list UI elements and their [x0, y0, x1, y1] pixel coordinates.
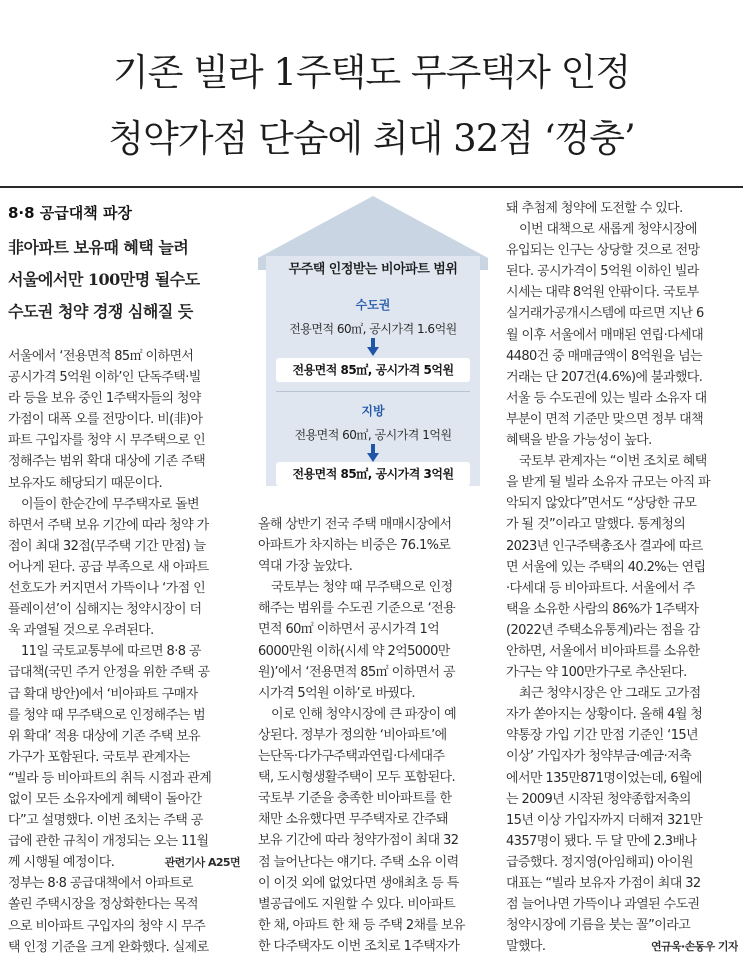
- article-line: 시세는 대략 8억원 안팎이다. 국토부: [506, 285, 699, 301]
- article-line: “빌라 등 비아파트의 취득 시점과 관계: [8, 770, 212, 786]
- article-line: 국토부는 청약 때 무주택으로 인정: [271, 580, 453, 596]
- subhead-1: 非아파트 보유때 혜택 늘려: [8, 238, 189, 257]
- article-line: 급에 관한 규칙이 개정되는 오는 11월: [8, 834, 209, 850]
- article-line: 자가 쏟아지는 상황이다. 올해 4월 청: [506, 707, 703, 723]
- region-metro-label: 수도권: [355, 298, 391, 312]
- article-line: 청약시장에 기름을 붓는 꼴”이라고: [506, 918, 691, 934]
- related-article-note: 관련기사 A25면: [164, 856, 240, 870]
- article-line: 해주는 범위를 수도권 기준으로 ‘전용: [258, 601, 456, 617]
- article-line: 시가격 5억원 이하’로 바꿨다.: [258, 685, 415, 701]
- article-line: 는 2009년 시작된 청약종합저축의: [506, 791, 691, 807]
- article-line: 급 확대 방안)에서 ‘비아파트 구매자: [8, 686, 198, 702]
- headline-line2: 청약가점 단숨에 최대 32점 ‘껑충’: [108, 117, 635, 160]
- article-line: 플레이션’이 심해지는 청약시장이 더: [8, 602, 202, 618]
- article-line: 보유 기간에 따라 청약가점이 최대 32: [258, 833, 459, 849]
- article-line: 을 받게 될 빌라 소유자 규모는 아직 파: [506, 475, 711, 491]
- article-line: 욱 과열될 것으로 우려된다.: [8, 623, 154, 639]
- article-line: 부분이 면적 기준만 맞으면 정부 대책: [506, 411, 704, 427]
- article-line: 원)’에서 ‘전용면적 85㎡ 이하면서 공: [258, 664, 455, 680]
- article-line: 이상’ 가입자가 청약부금·예금·저축: [506, 749, 692, 765]
- article-line: 실거래가공개시스템에 따르면 지난 6: [506, 306, 704, 322]
- arrow-down-icon: [367, 444, 379, 462]
- article-line: 유입되는 인구는 상당할 것으로 전망: [506, 243, 700, 259]
- article-line: 한 채, 아파트 한 채 등 주택 2채를 보유: [258, 917, 465, 933]
- article-line: 다”고 설명했다. 이번 조치는 주택 공: [8, 813, 203, 829]
- article-line: 된다. 공시가격이 5억원 이하인 빌라: [506, 264, 699, 280]
- headline-rule: [0, 186, 743, 188]
- article-line: 택을 소유한 사람의 86%가 1주택자: [506, 601, 699, 617]
- article-line: 급대책(국민 주거 안정을 위한 주택 공: [8, 665, 210, 681]
- article-line: 점 늘어나면 가뜩이나 과열된 수도권: [506, 897, 700, 913]
- subhead-3: 수도권 청약 경쟁 심해질 듯: [8, 302, 193, 321]
- article-line: 에서만 135만871명이었는데, 6월에: [506, 770, 702, 786]
- article-line: 월 이후 서울에서 매매된 연립·다세대: [506, 327, 704, 343]
- article-line: 15년 이상 가입자까지 더해져 321만: [506, 812, 702, 828]
- article-line: 돼 추첨제 청약에 도전할 수 있다.: [506, 201, 683, 216]
- article-line: 없이 모든 소유자에게 혜택이 돌아간: [8, 791, 202, 807]
- article-line: 면적 60㎡ 이하면서 공시가격 1억: [258, 622, 440, 638]
- article-line: 이들이 한순간에 무주택자로 돌변: [21, 496, 200, 512]
- article-line: 채만 소유했다면 무주택자로 간주돼: [258, 812, 448, 828]
- kicker: 8·8 공급대책 파장: [8, 204, 132, 222]
- article-line: 공시가격 5억원 이하’인 단독주택·빌: [8, 370, 201, 386]
- article-line: 최근 청약시장은 안 그래도 고가점: [519, 686, 701, 702]
- article-line: 이로 인해 청약시장에 큰 파장이 예: [271, 706, 457, 722]
- article-line: 악되지 않았다”면서도 “상당한 규모: [506, 496, 697, 512]
- article-line: 으로 비아파트 구입자의 청약 시 무주: [8, 918, 206, 934]
- article-line: 선호도가 커지면서 가뜩이나 ‘가점 인: [8, 581, 206, 597]
- article-line: 혜택을 받을 가능성이 높다.: [506, 433, 652, 449]
- article-line: 택 인정 기준을 크게 완화했다. 실제로: [8, 939, 209, 955]
- region-local-before: 전용면적 60㎡, 공시가격 1억원: [294, 428, 452, 442]
- article-line: 한 다주택자도 이번 조치로 1주택자가: [258, 938, 460, 954]
- article-line: 2023년 인구주택총조사 결과에 따르: [506, 538, 703, 554]
- article-line-with-byline: [506, 936, 738, 957]
- article-line: 약통장 가입 기간 만점 기준인 ‘15년: [506, 728, 698, 744]
- article-line: 4480건 중 매매금액이 8억원을 넘는: [506, 348, 702, 364]
- article-column-2: [258, 514, 490, 957]
- article-line: 국토부 기준을 충족한 비아파트를 한: [258, 791, 452, 807]
- article-line: 거래는 단 207건(4.6%)에 불과했다.: [506, 369, 703, 385]
- article-line: 4357명이 됐다. 두 달 만에 2.3배나: [506, 833, 697, 849]
- article-line: 이번 대책으로 새롭게 청약시장에: [519, 222, 698, 238]
- infobox-divider: [276, 391, 470, 392]
- article-line: 정부는 8·8 공급대책에서 아파트로: [8, 876, 193, 892]
- article-line: 가 될 것”이라고 말했다. 통계청의: [506, 517, 686, 533]
- article-line: (2022년 주택소유통계)라는 점을 감: [506, 622, 700, 638]
- article-line: 택, 도시형생활주택이 모두 포함된다.: [258, 770, 456, 786]
- article-line: 보유자도 해당되기 때문이다.: [8, 475, 163, 491]
- article-line: 는단독·다가구주택과연립·다세대주: [258, 749, 445, 765]
- article-line: 정해주는 범위 확대 대상에 기존 주택: [8, 454, 206, 470]
- article-line: 를 청약 때 무주택으로 인정해주는 범: [8, 707, 206, 723]
- arrow-down-icon: [367, 338, 379, 356]
- article-line: 점이 최대 32점(무주택 기간 만점) 늘: [8, 538, 206, 554]
- article-line: 역대 가장 높았다.: [258, 559, 353, 575]
- article-line: 대표는 “빌라 보유자 가점이 최대 32: [506, 876, 701, 891]
- article-line-with-related-note: [8, 852, 240, 873]
- article-column-3: [506, 198, 738, 957]
- article-line: 상된다. 정부가 정의한 ‘비아파트’에: [258, 727, 447, 743]
- article-column-1: [8, 346, 240, 958]
- article-line: 가구가 포함된다. 국토부 관계자는: [8, 749, 190, 765]
- article-line: 서울 등 수도권에 있는 빌라 소유자 대: [506, 390, 707, 406]
- article-line: 가구는 약 100만가구로 추산된다.: [506, 665, 687, 681]
- article-line: 6000만원 이하(시세 약 2억5000만: [258, 643, 450, 659]
- article-line: 별공급에도 지원할 수 있다. 비아파트: [258, 896, 456, 912]
- article-line: 하면서 주택 보유 기간에 따라 청약 가: [8, 517, 209, 533]
- article-line: 말했다.: [506, 939, 546, 955]
- article-line: 국토부 관계자는 “이번 조치로 혜택: [519, 454, 707, 470]
- article-line: 쏠린 주택시장을 정상화한다는 목적: [8, 897, 198, 913]
- article-line: 라 등을 보유 중인 1주택자들의 청약: [8, 391, 201, 407]
- article-line: 이 이것 외에 없었다면 생애최초 등 특: [258, 875, 459, 891]
- article-line: 11일 국토교통부에 따르면 8·8 공: [21, 644, 201, 660]
- article-line: 께 시행될 예정이다.: [8, 855, 115, 871]
- article-line: 점 늘어난다는 얘기다. 주택 소유 이력: [258, 854, 459, 870]
- article-line: 급증했다. 정지영(아임해피) 아이원: [506, 854, 693, 870]
- byline: 연규욱·손동우 기자: [650, 940, 738, 954]
- article-line: 가점이 대폭 오를 전망이다. 비(非)아: [8, 412, 203, 428]
- article-line: 아파트가 차지하는 비중은 76.1%로: [258, 538, 451, 554]
- headline-line1: 기존 빌라 1주택도 무주택자 인정: [112, 51, 631, 94]
- article-line: 면 서울에 있는 주택의 40.2%는 연립: [506, 559, 706, 575]
- article-line: 위 확대’ 적용 대상에 기존 주택 보유: [8, 728, 201, 744]
- region-local-after: 전용면적 85㎡, 공시가격 3억원: [276, 462, 470, 486]
- infobox-title: 무주택 인정받는 비아파트 범위: [288, 262, 458, 277]
- region-local-label: 지방: [361, 404, 385, 418]
- subhead-2: 서울에서만 100만명 될수도: [8, 270, 200, 289]
- region-metro-after: 전용면적 85㎡, 공시가격 5억원: [276, 358, 470, 382]
- infobox: [258, 192, 488, 492]
- article-line: 서울에서 ‘전용면적 85㎡ 이하면서: [8, 349, 194, 364]
- region-metro-before: 전용면적 60㎡, 공시가격 1.6억원: [289, 322, 457, 336]
- article-line: 올해 상반기 전국 주택 매매시장에서: [258, 517, 452, 532]
- article-line: 어나게 된다. 공급 부족으로 새 아파트: [8, 559, 209, 575]
- article-line: 파트 구입자를 청약 시 무주택으로 인: [8, 433, 206, 449]
- article-line: ·다세대 등 비아파트다. 서울에서 주: [506, 580, 695, 596]
- article-line: 안하면, 서울에서 비아파트를 소유한: [506, 643, 700, 659]
